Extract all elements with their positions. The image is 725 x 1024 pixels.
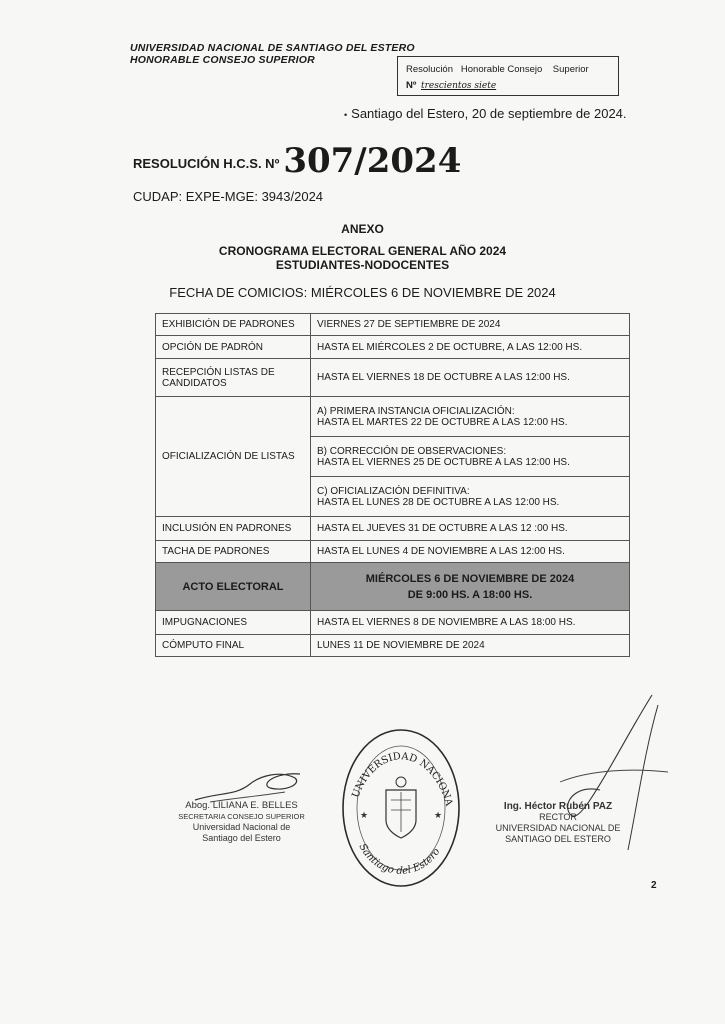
annex-subtitle-2: ESTUDIANTES-NODOCENTES [275, 258, 450, 272]
sub-item-title: A) PRIMERA INSTANCIA OFICIALIZACIÓN: [317, 405, 515, 417]
signature-block-right [478, 801, 638, 845]
signer-role-right: RECTOR [539, 812, 577, 822]
resolution-title [133, 141, 461, 181]
sub-item-title: C) OFICIALIZACIÓN DEFINITIVA: [317, 485, 470, 497]
row-label: RECEPCIÓN LISTAS DE CANDIDATOS [156, 359, 311, 397]
election-day: MIÉRCOLES 6 DE NOVIEMBRE DE 2024 [365, 572, 575, 585]
svg-text:Santiago del Estero [356, 842, 442, 877]
sub-item-title: B) CORRECCIÓN DE OBSERVACIONES: [317, 445, 507, 457]
row-value [311, 397, 630, 437]
date-line [344, 106, 627, 121]
row-label: EXHIBICIÓN DE PADRONES [156, 314, 311, 336]
row-label: IMPUGNACIONES [156, 611, 311, 635]
signer-org-left-1: Universidad Nacional de [192, 822, 291, 832]
number-label: Nº [406, 80, 417, 91]
seal-text-top: UNIVERSIDAD NACIONAL [332, 712, 455, 808]
row-label: CÓMPUTO FINAL [156, 635, 311, 657]
signer-org-right-2: SANTIAGO DEL ESTERO [505, 834, 611, 844]
table-row [156, 635, 630, 657]
reference-box-title: Resolución Honorable Consejo Superior [406, 64, 589, 75]
row-value: HASTA EL VIERNES 8 DE NOVIEMBRE A LAS 18:00 HS. [311, 611, 630, 635]
row-value: HASTA EL MIÉRCOLES 2 DE OCTUBRE, A LAS 12:00 HS. [311, 336, 630, 359]
table-row-highlighted [156, 563, 630, 611]
table-row [156, 359, 630, 397]
table-row [156, 314, 630, 336]
row-label: TACHA DE PADRONES [156, 541, 311, 563]
handwritten-number: trescientos siete [420, 81, 497, 91]
signer-name-left: Abog. LILIANA E. BELLES [185, 800, 298, 811]
bullet-mark: • [344, 110, 348, 120]
table-row [156, 541, 630, 563]
signer-org-right-1: UNIVERSIDAD NACIONAL DE [495, 823, 621, 833]
table-row [156, 397, 630, 437]
signer-name-right: Ing. Héctor Rubén PAZ [503, 801, 613, 812]
row-value: HASTA EL VIERNES 18 DE OCTUBRE A LAS 12:00 HS. [311, 359, 630, 397]
svg-text:★: ★ [360, 810, 369, 820]
svg-text:★: ★ [434, 810, 443, 820]
university-name: UNIVERSIDAD NACIONAL DE SANTIAGO DEL ESTERO [130, 42, 415, 54]
date-text: Santiago del Estero, 20 de septiembre de 2024. [351, 106, 627, 121]
row-value [311, 477, 630, 517]
resolution-label: RESOLUCIÓN H.C.S. Nº [133, 156, 280, 171]
row-value: HASTA EL LUNES 4 DE NOVIEMBRE A LAS 12:00 HS. [311, 541, 630, 563]
election-hours: DE 9:00 HS. A 18:00 HS. [407, 588, 533, 601]
university-seal-icon [332, 712, 466, 890]
row-label: OFICIALIZACIÓN DE LISTAS [156, 397, 311, 517]
resolution-number: 307/2024 [283, 141, 462, 181]
row-value: LUNES 11 DE NOVIEMBRE DE 2024 [311, 635, 630, 657]
annex-subtitle-1: CRONOGRAMA ELECTORAL GENERAL AÑO 2024 [218, 244, 507, 258]
signer-org-left-2: Santiago del Estero [202, 833, 281, 843]
electoral-schedule-table [155, 313, 630, 657]
row-label: ACTO ELECTORAL [156, 563, 311, 611]
table-row [156, 517, 630, 541]
row-value [311, 563, 630, 611]
row-label: INCLUSIÓN EN PADRONES [156, 517, 311, 541]
cudap-reference: CUDAP: EXPE-MGE: 3943/2024 [133, 189, 324, 204]
row-value: HASTA EL JUEVES 31 DE OCTUBRE A LAS 12 :00 HS. [311, 517, 630, 541]
signer-role-left: SECRETARIA CONSEJO SUPERIOR [178, 812, 305, 821]
election-date: FECHA DE COMICIOS: MIÉRCOLES 6 DE NOVIEMBRE DE 2024 [169, 285, 556, 300]
page-number: 2 [651, 880, 657, 891]
seal-text-bottom: Santiago del Estero [356, 841, 443, 877]
row-value: VIERNES 27 DE SEPTIEMBRE DE 2024 [311, 314, 630, 336]
svg-text:UNIVERSIDAD NACIONAL [333, 712, 455, 808]
table-row [156, 611, 630, 635]
table-row [156, 336, 630, 359]
signature-block-left [174, 800, 309, 844]
sub-item-deadline: HASTA EL LUNES 28 DE OCTUBRE A LAS 12:00 HS. [317, 496, 560, 508]
row-label: OPCIÓN DE PADRÓN [156, 336, 311, 359]
annex-title: ANEXO [341, 222, 384, 236]
council-name: HONORABLE CONSEJO SUPERIOR [130, 54, 315, 66]
sub-item-deadline: HASTA EL VIERNES 25 DE OCTUBRE A LAS 12:00 HS. [317, 456, 570, 468]
resolution-reference-box [397, 56, 619, 96]
row-value [311, 437, 630, 477]
sub-item-deadline: HASTA EL MARTES 22 DE OCTUBRE A LAS 12:00 HS. [317, 416, 568, 428]
reference-box-number [406, 80, 618, 91]
